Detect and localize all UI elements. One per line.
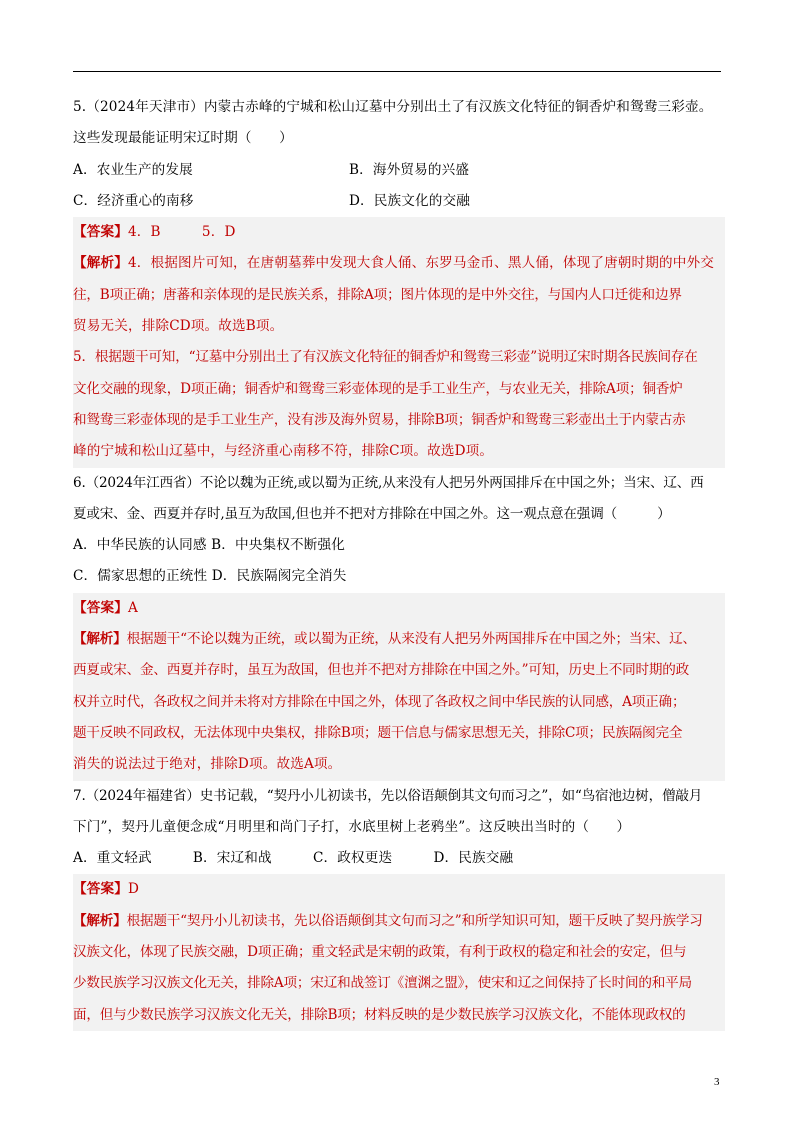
analysis-line: 贸易无关，排除CD项。故选B项。 xyxy=(73,318,284,335)
q5-stem-line1: 5.（2024年天津市）内蒙古赤峰的宁城和松山辽墓中分别出土了有汉族文化特征的铜香炉和鸳鸯三彩壶。 xyxy=(73,99,713,115)
analysis-line: 权并立时代，各政权之间并未将对方排除在中国之外，体现了各政权之间中华民族的认同感，A项正确； xyxy=(73,693,686,710)
answer-text: 4．B 5．D xyxy=(127,224,236,241)
analysis-line: 和鸳鸯三彩壶体现的是手工业生产，没有涉及海外贸易，排除B项；铜香炉和鸳鸯三彩壶出土于内蒙古赤 xyxy=(73,411,686,428)
answer-tag: 【答案】 xyxy=(73,881,128,898)
answer-6 xyxy=(73,593,725,624)
analysis-line: 消失的说法过于绝对，排除D项。故选A项。 xyxy=(73,756,342,773)
analysis-line: 汉族文化，体现了民族交融，D项正确；重文轻武是宋朝的政策，有利于政权的稳定和社会的安定，但与 xyxy=(73,944,687,961)
analysis-line: 【解析】根据题干“契丹小儿初读书，先以俗语颠倒其文句而习之”和所学知识可知，题干反映了契丹族学习 xyxy=(73,912,703,929)
q5-option-b: B．海外贸易的兴盛 xyxy=(349,161,470,178)
q5-stem-line2: 这些发现最能证明宋辽时期（ ） xyxy=(73,130,293,147)
analysis-line: 峰的宁城和松山辽墓中，与经济重心南移不符，排除C项。故选D项。 xyxy=(73,443,494,460)
analysis-line: 【解析】根据题干“不论以魏为正统，或以蜀为正统，从来没有人把另外两国排斥在中国之外；当宋、辽、 xyxy=(73,631,696,648)
q5-options-row2 xyxy=(73,186,723,217)
analysis-tag: 【解析】 xyxy=(73,912,127,929)
q5-option-a: A．农业生产的发展 xyxy=(73,161,193,178)
analysis-6 xyxy=(73,624,725,780)
analysis-7 xyxy=(73,906,725,1031)
page-content xyxy=(73,92,723,1031)
q7-stem-line1: 7.（2024年福建省）史书记载，“契丹小儿初读书，先以俗语颠倒其文句而习之”，如“鸟宿池边树，僧敲月 xyxy=(73,787,703,804)
analysis-line: 文化交融的现象，D项正确；铜香炉和鸳鸯三彩壶体现的是手工业生产，与农业无关，排除A项；铜香炉 xyxy=(73,380,683,397)
answer-tag: 【答案】 xyxy=(73,224,128,241)
q6-options-line2: C．儒家思想的正统性 D．民族隔阂完全消失 xyxy=(73,568,347,585)
q7-options-line: A．重文轻武 B．宋辽和战 C．政权更迭 D．民族交融 xyxy=(73,850,514,867)
analysis-line: 少数民族学习汉族文化无关，排除A项；宋辽和战签订《澶渊之盟》，使宋和辽之间保持了长时间的和平局 xyxy=(73,975,692,992)
q7-stem-line2: 下门”，契丹儿童便念成“月明里和尚门子打，水底里树上老鸦坐”。这反映出当时的（ ） xyxy=(73,818,631,835)
analysis-line: 西夏或宋、金、西夏并存时，虽互为敌国，但也并不把对方排除在中国之外。”可知，历史上不同时期的政 xyxy=(73,662,690,679)
analysis-line: 往，B项正确；唐蕃和亲体现的是民族关系，排除A项；图片体现的是中外交往，与国内人口迁徙和边界 xyxy=(73,286,682,303)
q5-options-row1 xyxy=(73,155,723,186)
analysis-tag: 【解析】 xyxy=(73,631,127,648)
answer-4-5 xyxy=(73,217,725,248)
page-number: 3 xyxy=(714,1076,720,1088)
header-rule xyxy=(73,71,721,72)
answer-tag: 【答案】 xyxy=(73,599,128,616)
analysis-line: 【解析】4．根据图片可知，在唐朝墓葬中发现大食人俑、东罗马金币、黑人俑，体现了唐朝时期的中外交 xyxy=(73,255,715,272)
analysis-line: 5．根据题干可知，“辽墓中分别出土了有汉族文化特征的铜香炉和鸳鸯三彩壶”说明辽宋时期各民族间存在 xyxy=(73,349,698,366)
q6-stem-line1: 6.（2024年江西省）不论以魏为正统,或以蜀为正统,从来没有人把另外两国排斥在中国之外；当宋、辽、西 xyxy=(73,474,704,491)
answer-text: A xyxy=(127,599,138,616)
q6-options-line1: A．中华民族的认同感 B．中央集权不断强化 xyxy=(73,537,345,554)
answer-7 xyxy=(73,874,725,905)
answer-text: D xyxy=(127,881,140,898)
q5-option-d: D．民族文化的交融 xyxy=(349,192,470,209)
analysis-tag: 【解析】 xyxy=(73,255,128,272)
analysis-line: 面，但与少数民族学习汉族文化无关，排除B项；材料反映的是少数民族学习汉族文化，不能体现政权的 xyxy=(73,1006,686,1023)
q5-option-c: C．经济重心的南移 xyxy=(73,192,194,209)
analysis-line: 题干反映不同政权，无法体现中央集权，排除B项；题干信息与儒家思想无关，排除C项；民族隔阂完全 xyxy=(73,724,683,741)
analysis-4-5 xyxy=(73,248,725,467)
q6-stem-line2: 夏或宋、金、西夏并存时,虽互为敌国,但也并不把对方排除在中国之外。这一观点意在强调（ ） xyxy=(73,505,671,522)
